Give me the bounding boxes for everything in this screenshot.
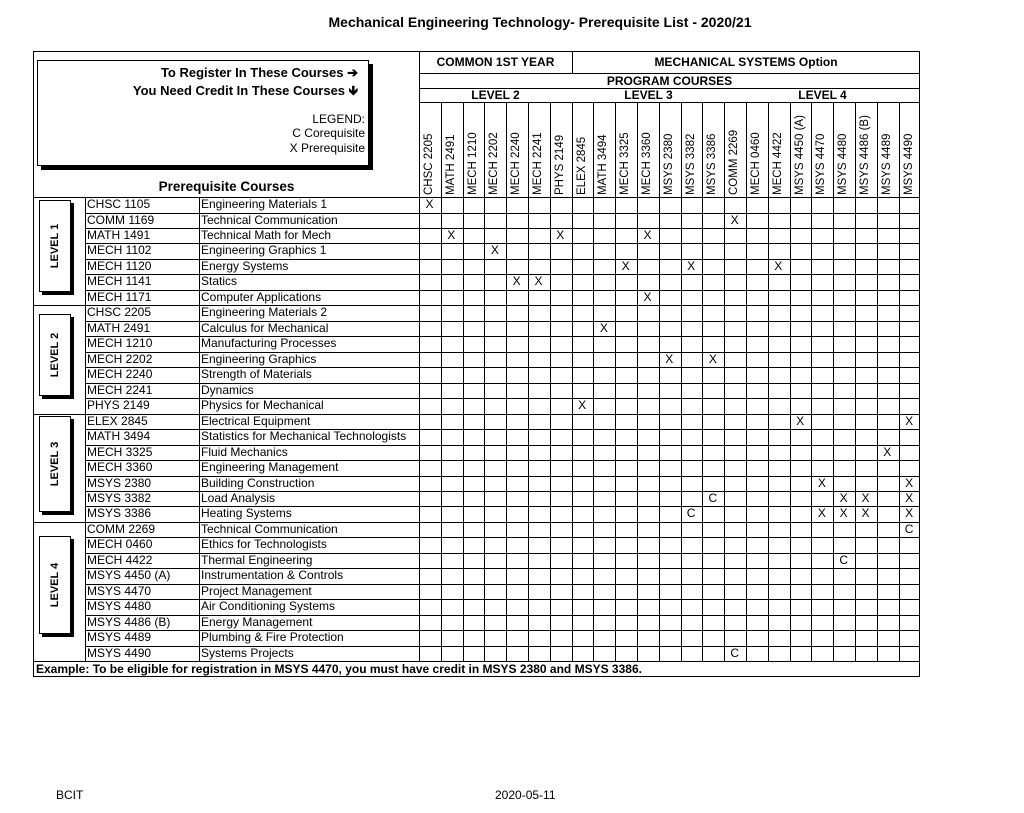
course-code: MECH 3325 (87, 444, 153, 459)
matrix-mark: X (447, 227, 456, 242)
course-name: Building Construction (201, 475, 315, 490)
matrix-mark: X (665, 351, 674, 366)
legend-c-text: Corequisite (304, 126, 365, 140)
legend-title: LEGEND: (312, 112, 365, 126)
matrix-mark: X (643, 289, 652, 304)
matrix-mark: X (817, 506, 826, 521)
course-name: Air Conditioning Systems (201, 599, 336, 614)
column-header: MSYS 4450 (A) (793, 115, 806, 195)
course-code: MECH 1171 (87, 289, 152, 304)
course-name: Thermal Engineering (201, 552, 313, 567)
course-name: Ethics for Technologists (201, 537, 327, 552)
footer-org: BCIT (56, 788, 84, 802)
column-header: MSYS 4490 (902, 133, 915, 195)
course-code: MSYS 3386 (87, 506, 152, 521)
course-name: Plumbing & Fire Protection (201, 630, 344, 645)
matrix-mark: X (425, 197, 434, 211)
matrix-mark: X (621, 258, 630, 273)
level-3-label: LEVEL 3 (49, 441, 61, 487)
course-code: MECH 1210 (87, 336, 153, 351)
column-header: PHYS 2149 (553, 134, 566, 195)
matrix-mark: X (861, 506, 870, 521)
course-name: Physics for Mechanical (201, 398, 324, 413)
course-name: Energy Management (201, 614, 313, 629)
course-code: MECH 3360 (87, 460, 153, 474)
column-header: MSYS 3382 (684, 133, 697, 195)
matrix-mark: X (905, 413, 914, 428)
course-code: CHSC 1105 (87, 197, 151, 211)
matrix-mark: X (774, 258, 783, 273)
column-header: MATH 3494 (597, 134, 610, 195)
matrix-mark: C (708, 490, 718, 505)
level-1-label: LEVEL 1 (49, 223, 61, 269)
course-name: Engineering Materials 1 (201, 197, 328, 211)
common-first-year-header: COMMON 1ST YEAR (436, 55, 555, 69)
course-name: Load Analysis (201, 490, 276, 505)
course-name: Project Management (201, 583, 312, 598)
course-code: MATH 1491 (87, 227, 151, 242)
register-box (37, 60, 369, 166)
course-name: Fluid Mechanics (201, 444, 288, 459)
course-code: MECH 4422 (87, 552, 153, 567)
course-name: Dynamics (201, 382, 254, 397)
prerequisite-courses-heading: Prerequisite Courses (158, 179, 295, 194)
arrow-down-icon: 🡻 (348, 83, 358, 98)
course-name: Systems Projects (201, 645, 294, 660)
legend-x-text: Prerequisite (300, 141, 365, 155)
course-name: Calculus for Mechanical (201, 320, 329, 335)
course-code: MECH 1102 (87, 243, 152, 258)
course-code: MSYS 4486 (B) (87, 614, 171, 629)
course-code: ELEX 2845 (87, 413, 148, 428)
course-name: Technical Math for Mech (201, 227, 332, 242)
column-header: MECH 3325 (619, 132, 632, 195)
matrix-mark: X (643, 227, 652, 242)
course-name: Engineering Management (201, 460, 339, 474)
course-name: Statistics for Mechanical Technologists (201, 429, 407, 444)
legend-c-symbol: C (292, 126, 301, 140)
matrix-mark: C (839, 552, 849, 567)
course-code: MATH 2491 (87, 320, 151, 335)
level-separator (34, 305, 920, 306)
matrix-mark: X (883, 444, 892, 459)
register-line-2-text: You Need Credit In These Courses (132, 83, 346, 98)
register-line-1 (161, 65, 358, 81)
matrix-mark: X (687, 258, 696, 273)
course-code: MATH 3494 (87, 429, 151, 444)
matrix-mark: X (905, 475, 914, 490)
level-1-label-box (39, 200, 71, 292)
matrix-mark: X (534, 274, 543, 289)
course-name: Electrical Equipment (201, 413, 311, 428)
matrix-mark: X (796, 413, 805, 428)
level-2-header: LEVEL 2 (471, 88, 520, 102)
course-code: MSYS 4480 (87, 599, 152, 614)
course-code: MSYS 4490 (87, 645, 152, 660)
course-code: MSYS 4489 (87, 630, 152, 645)
column-header: MSYS 2380 (662, 133, 675, 195)
course-code: MSYS 2380 (87, 475, 152, 490)
course-code: PHYS 2149 (87, 398, 150, 413)
matrix-mark: X (556, 227, 565, 242)
level-3-header: LEVEL 3 (624, 88, 673, 102)
course-code: COMM 2269 (87, 521, 156, 536)
arrow-right-icon: ➔ (347, 65, 358, 80)
course-code: MECH 2202 (87, 351, 153, 366)
course-name: Technical Communication (201, 521, 338, 536)
course-name: Instrumentation & Controls (201, 568, 344, 583)
column-header: MSYS 4470 (815, 133, 828, 195)
course-code: CHSC 2205 (87, 305, 152, 320)
footer-date: 2020-05-11 (495, 788, 556, 802)
register-line-1-text: To Register In These Courses (160, 65, 344, 80)
course-code: MECH 2240 (87, 367, 153, 382)
matrix-mark: C (904, 521, 914, 536)
column-header: MECH 3360 (641, 132, 653, 195)
course-name: Strength of Materials (201, 367, 312, 382)
matrix-mark: X (839, 506, 848, 521)
matrix-mark: X (578, 398, 587, 413)
course-name: Statics (201, 274, 238, 289)
course-code: MECH 2241 (87, 382, 153, 397)
option-suffix: Option (798, 55, 838, 69)
legend-prerequisite (290, 141, 365, 155)
legend-corequisite (292, 126, 365, 140)
course-name: Engineering Materials 2 (201, 305, 328, 320)
course-code: COMM 1169 (87, 212, 155, 227)
course-name: Manufacturing Processes (201, 336, 337, 351)
matrix-mark: X (708, 351, 717, 366)
course-name: Engineering Graphics (201, 351, 317, 366)
course-code: MECH 1120 (87, 258, 152, 273)
course-code: MSYS 4450 (A) (87, 568, 171, 583)
level-separator (34, 414, 920, 415)
column-header: MECH 2240 (510, 132, 523, 195)
matrix-mark: X (861, 490, 870, 505)
grid-line (419, 102, 920, 103)
course-name: Heating Systems (201, 506, 292, 521)
column-header: MECH 4422 (771, 132, 784, 195)
column-header: MATH 2491 (444, 134, 457, 195)
course-name: Computer Applications (201, 289, 322, 304)
course-code: MECH 1141 (87, 274, 152, 289)
course-code: MECH 0460 (87, 537, 153, 552)
matrix-mark: X (817, 475, 826, 490)
course-code: MSYS 3382 (87, 490, 152, 505)
grid-line (34, 197, 920, 198)
matrix-mark: C (686, 506, 696, 521)
matrix-mark: X (599, 320, 608, 335)
column-header: ELEX 2845 (575, 136, 588, 195)
column-header: MSYS 4489 (880, 133, 893, 195)
level-separator (34, 522, 920, 523)
column-header: MSYS 4486 (B) (859, 115, 871, 195)
column-header: MECH 2202 (488, 132, 501, 195)
level-2-label: LEVEL 2 (49, 332, 61, 378)
level-3-label-box (39, 416, 71, 512)
register-line-2 (133, 82, 358, 104)
page-title: Mechanical Engineering Technology- Prerequisite List - 2020/21 (328, 14, 752, 30)
matrix-mark: X (512, 274, 521, 289)
matrix-mark: X (905, 506, 914, 521)
program-courses-header: PROGRAM COURSES (606, 74, 733, 88)
column-header: MECH 0460 (750, 132, 762, 195)
course-name: Technical Communication (201, 212, 338, 227)
example-note: Example: To be eligible for registration in MSYS 4470, you must have credit in MSYS 2380 and MSYS 3386. (36, 662, 642, 677)
level-4-header: LEVEL 4 (798, 88, 847, 102)
column-header: MECH 1210 (466, 132, 479, 195)
level-4-label: LEVEL 4 (49, 562, 61, 608)
matrix-mark: C (730, 645, 740, 660)
level-4-label-box (39, 536, 71, 634)
matrix-mark: X (730, 212, 739, 227)
column-header: MSYS 4480 (837, 133, 850, 195)
option-header (572, 55, 920, 69)
course-name: Engineering Graphics 1 (201, 243, 327, 258)
course-name: Energy Systems (201, 258, 289, 273)
matrix-mark: X (490, 243, 499, 258)
column-header: COMM 2269 (728, 129, 741, 195)
option-name: MECHANICAL SYSTEMS (654, 55, 796, 69)
matrix-mark: X (839, 490, 848, 505)
column-header: MSYS 3386 (706, 133, 719, 195)
course-code: MSYS 4470 (87, 583, 152, 598)
matrix-mark: X (905, 490, 914, 505)
column-header: CHSC 2205 (423, 133, 435, 195)
legend-x-symbol: X (289, 141, 298, 155)
level-2-label-box (39, 314, 71, 396)
column-header: MECH 2241 (532, 132, 544, 195)
